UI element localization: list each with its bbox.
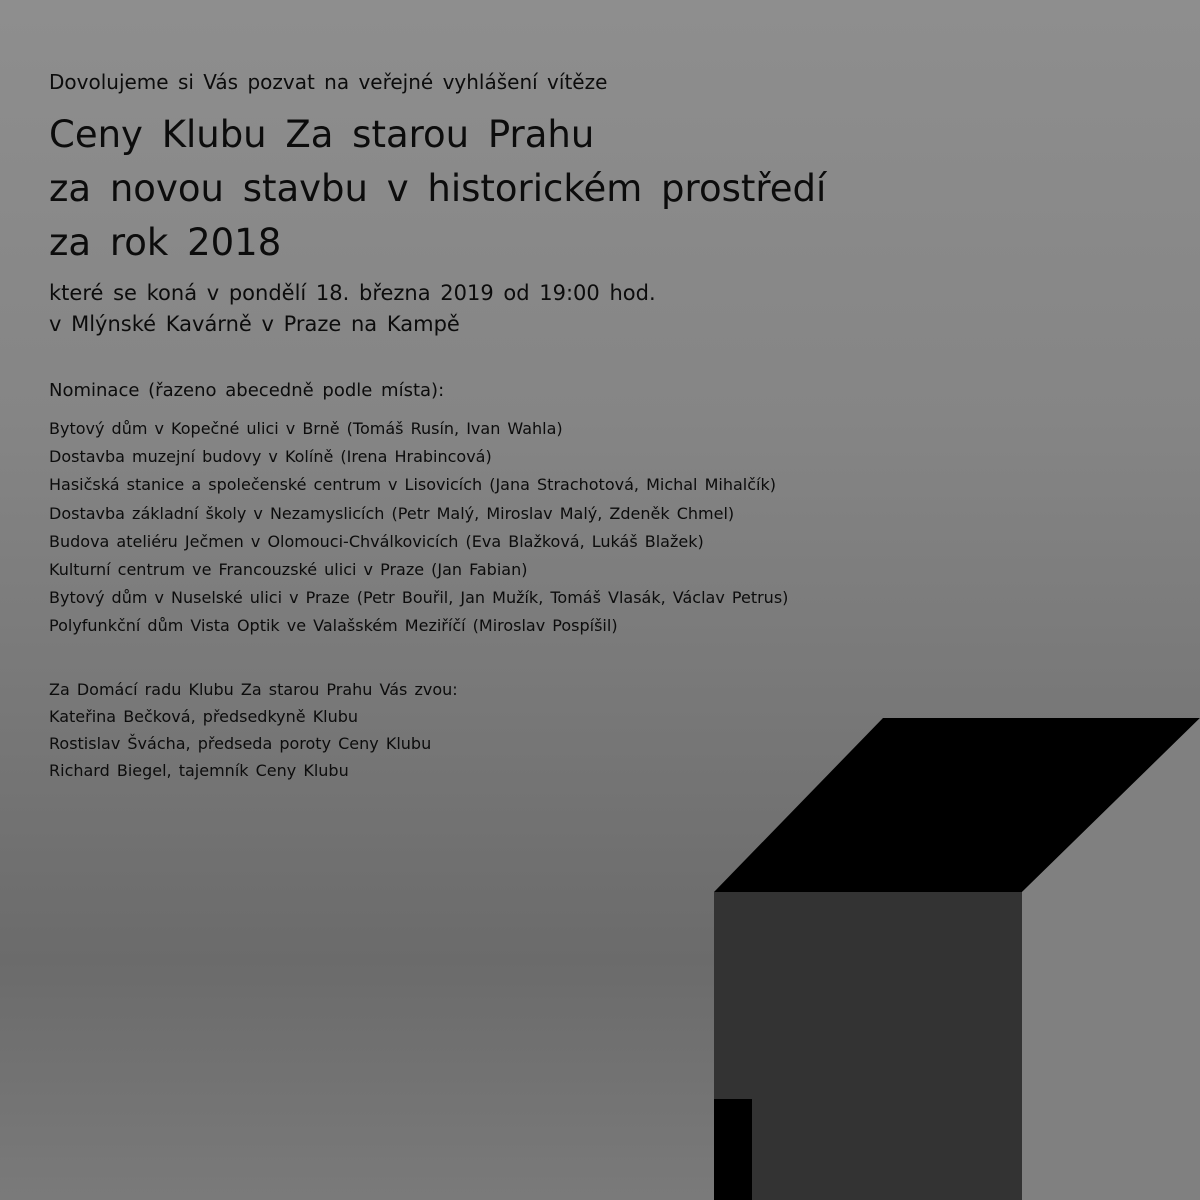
event-date-time: které se koná v pondělí 18. března 2019 od 19:00 hod. bbox=[49, 281, 656, 305]
signer: Richard Biegel, tajemník Ceny Klubu bbox=[49, 761, 349, 780]
award-title-line: za novou stavbu v historickém prostředí bbox=[49, 167, 827, 210]
event-venue: v Mlýnské Kavárně v Praze na Kampě bbox=[49, 312, 460, 336]
signer: Rostislav Švácha, předseda poroty Ceny Klubu bbox=[49, 734, 432, 753]
nominations-heading: Nominace (řazeno abecedně podle místa): bbox=[49, 380, 445, 401]
nomination-item: Polyfunkční dům Vista Optik ve Valašském Meziříčí (Miroslav Pospíšil) bbox=[49, 616, 618, 636]
nomination-item: Hasičská stanice a společenské centrum v Lisovicích (Jana Strachotová, Michal Mihalčík) bbox=[49, 475, 776, 495]
nomination-item: Dostavba základní školy v Nezamyslicích (Petr Malý, Miroslav Malý, Zdeněk Chmel) bbox=[49, 503, 735, 523]
nomination-item: Kulturní centrum ve Francouzské ulici v Praze (Jan Fabian) bbox=[49, 560, 528, 580]
nomination-item: Bytový dům v Kopečné ulici v Brně (Tomáš Rusín, Ivan Wahla) bbox=[49, 419, 563, 438]
nomination-item: Bytový dům v Nuselské ulici v Praze (Petr Bouřil, Jan Mužík, Tomáš Vlasák, Václav Petrus) bbox=[49, 588, 789, 608]
signer: Kateřina Bečková, předsedkyně Klubu bbox=[49, 707, 359, 726]
award-title-line: Ceny Klubu Za starou Prahu bbox=[49, 113, 595, 156]
building-door bbox=[714, 1099, 752, 1200]
nomination-item: Dostavba muzejní budovy v Kolíně (Irena Hrabincová) bbox=[49, 447, 492, 467]
signers-intro: Za Domácí radu Klubu Za starou Prahu Vás zvou: bbox=[49, 680, 458, 699]
building-front-face bbox=[714, 892, 1022, 1200]
invitation-intro: Dovolujeme si Vás pozvat na veřejné vyhlášení vítěze bbox=[49, 70, 608, 94]
award-title-line: za rok 2018 bbox=[49, 221, 282, 264]
nomination-item: Budova ateliéru Ječmen v Olomouci-Chválkovicích (Eva Blažková, Lukáš Blažek) bbox=[49, 531, 704, 551]
